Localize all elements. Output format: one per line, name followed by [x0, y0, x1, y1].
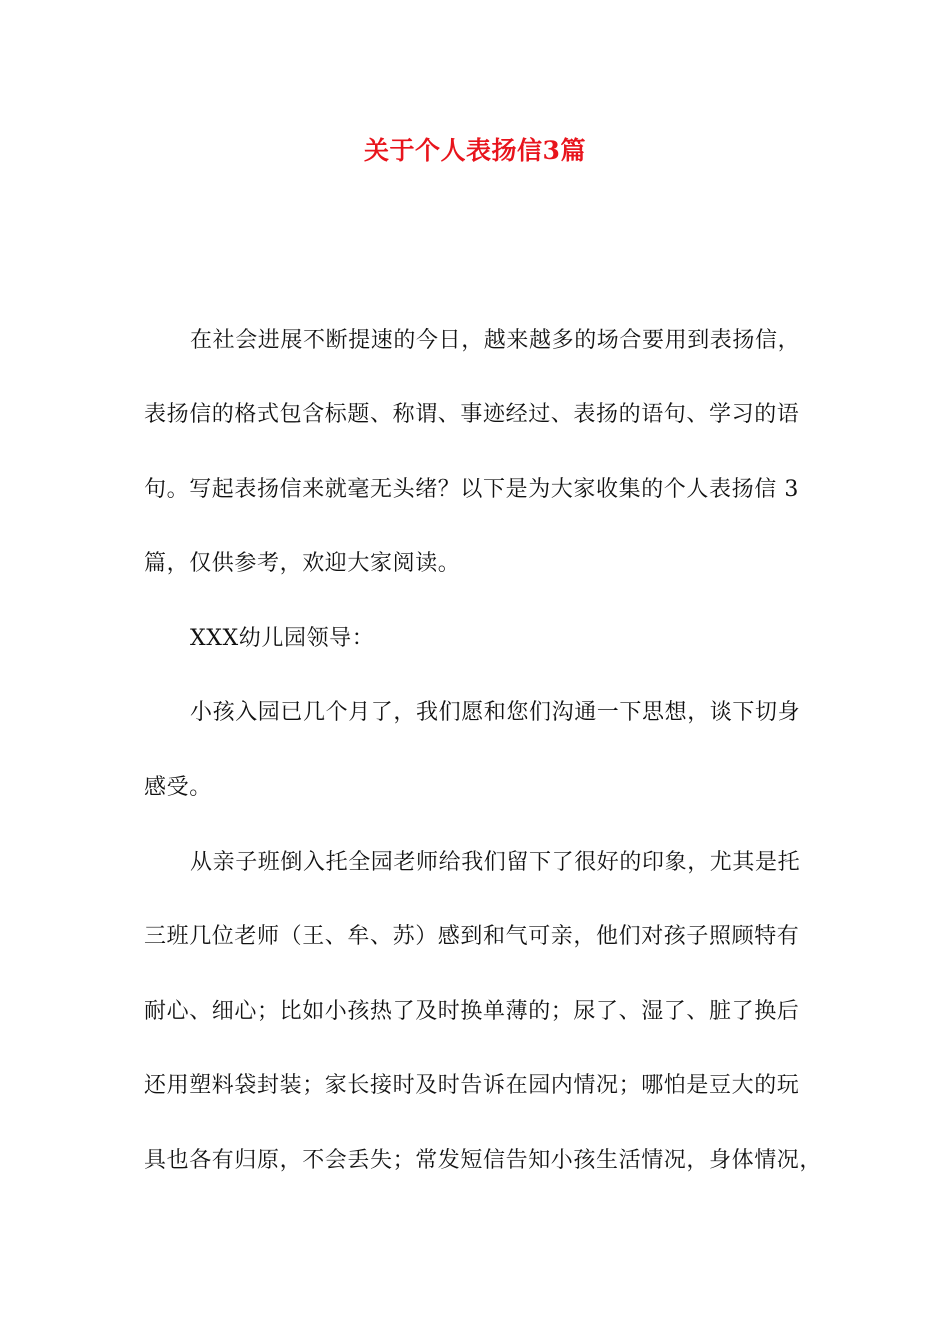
paragraph-line: 在社会进展不断提速的今日，越来越多的场合要用到表扬信，: [190, 328, 801, 353]
paragraph-line: 表扬信的格式包含标题、称谓、事迹经过、表扬的语句、学习的语: [144, 402, 800, 427]
paragraph-line: 从亲子班倒入托全园老师给我们留下了很好的印象，尤其是托: [190, 850, 801, 875]
paragraph-line: 篇，仅供参考，欢迎大家阅读。: [144, 551, 461, 576]
paragraph-line: 三班几位老师（王、牟、苏）感到和气可亲，他们对孩子照顾特有: [144, 924, 800, 949]
paragraph-line: 感受。: [144, 775, 212, 800]
paragraph-line: 句。写起表扬信来就毫无头绪？以下是为大家收集的个人表扬信 3: [144, 477, 799, 502]
document-title: 关于个人表扬信3篇: [364, 136, 586, 165]
paragraph-line: 具也各有归原，不会丢失；常发短信告知小孩生活情况，身体情况，: [144, 1148, 823, 1173]
paragraph-line: 还用塑料袋封装；家长接时及时告诉在园内情况；哪怕是豆大的玩: [144, 1073, 800, 1098]
paragraph-line: 小孩入园已几个月了，我们愿和您们沟通一下思想，谈下切身: [190, 700, 801, 725]
salutation-line: XXX幼儿园领导：: [190, 626, 375, 651]
paragraph-line: 耐心、细心；比如小孩热了及时换单薄的；尿了、湿了、脏了换后: [144, 999, 800, 1024]
